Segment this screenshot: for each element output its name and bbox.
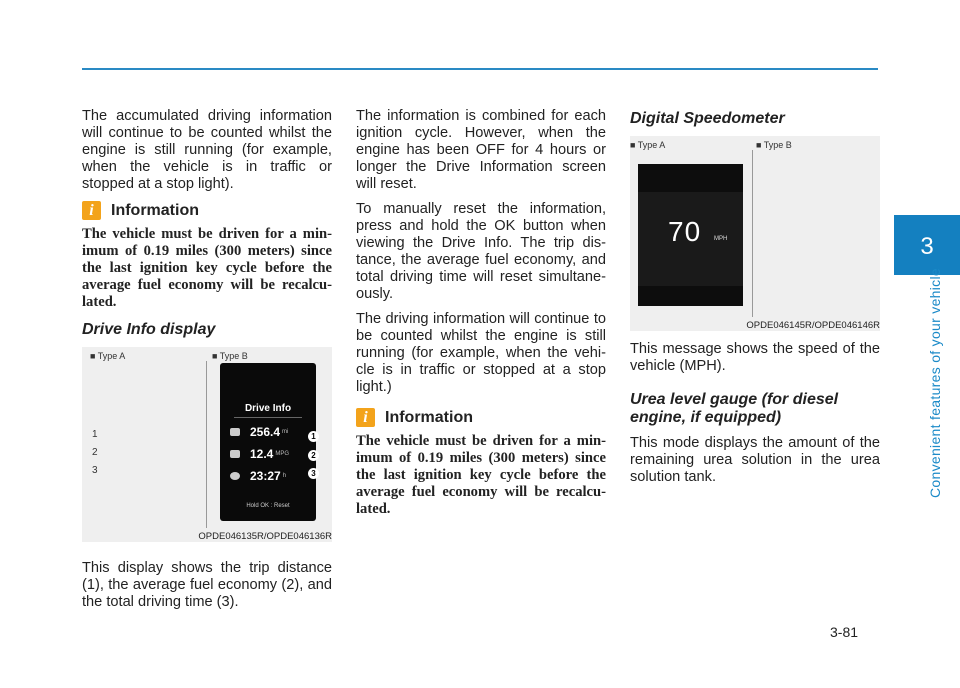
car-icon (230, 428, 240, 436)
fuel-pump-icon (230, 450, 240, 458)
unit: mi (282, 429, 289, 435)
reset-hint: Hold OK : Reset (246, 503, 290, 509)
info-header (356, 408, 606, 427)
callout-number: 1 (92, 429, 98, 440)
drive-info-figure (82, 347, 332, 542)
fuel-economy-value: 12.4 (250, 447, 274, 461)
driving-time-value: 23:27 (250, 469, 281, 483)
type-b-label: ■ Type B (756, 140, 792, 150)
drive-info-screen (220, 363, 316, 521)
screen-title: Drive Info (244, 403, 292, 414)
driving-time-row (230, 469, 306, 483)
info-title: Information (385, 408, 473, 426)
screen-rule (234, 417, 302, 418)
chapter-number: 3 (920, 233, 934, 260)
figure-caption: OPDE046145R/OPDE046146R (746, 320, 880, 331)
unit: MPG (275, 451, 290, 457)
paragraph: This display shows the trip distance (1), the average fuel economy (2), and the total driving time (3). (82, 560, 332, 610)
callout-badge: 3 (308, 468, 319, 479)
section-heading: Urea level gauge (for diesel engine, if equipped) (630, 391, 839, 426)
header-rule (82, 68, 878, 70)
column-3 (630, 108, 880, 494)
callout-number: 2 (92, 447, 98, 458)
callout-number: 3 (92, 465, 98, 476)
figure-caption: OPDE046135R/OPDE046136R (198, 531, 332, 542)
clock-icon (230, 472, 240, 480)
paragraph: The accumulated driving information will continue to be counted whilst the engine is still running (for example, when the vehicle is in traffic or stopped at a stop light). (82, 108, 332, 192)
section-heading: Digital Speedometer (630, 110, 785, 127)
figure-divider (206, 361, 207, 528)
paragraph: The information is combined for each ignition cycle. However, when the engine has been OFF for 4 hours or longer the Drive Information screen will reset. (356, 108, 606, 192)
trip-distance-row (230, 425, 306, 439)
column-1 (82, 108, 332, 619)
callout-badge: 2 (308, 450, 319, 461)
info-body: The vehicle must be driven for a min-imum of 0.19 miles (300 meters) since the last ignition key cycle before the average fuel economy will be recalcu-lated. (356, 433, 606, 517)
info-header (82, 201, 332, 220)
column-2 (356, 108, 606, 528)
callout-badge: 1 (308, 431, 319, 442)
page-number: 3-81 (830, 624, 859, 640)
info-icon: i (82, 201, 101, 220)
info-icon: i (356, 408, 375, 427)
figure-divider (752, 150, 753, 317)
paragraph: To manually reset the information, press and hold the OK button when viewing the Drive Info. The trip dis-tance, the average fuel economy, and total driving time will reset simultane-ously. (356, 201, 606, 302)
type-a-label: ■ Type A (90, 351, 126, 361)
chapter-title: Convenient features of your vehicle (927, 268, 943, 498)
unit: h (282, 473, 287, 479)
speedometer-screen (638, 164, 743, 306)
info-title: Information (111, 201, 199, 219)
type-b-label: ■ Type B (212, 351, 248, 361)
speed-value: 70 (668, 216, 702, 247)
info-body: The vehicle must be driven for a min-imum of 0.19 miles (300 meters) since the last ignition key cycle before the average fuel economy will be recalcu-lated. (82, 226, 332, 310)
trip-distance-value: 256.4 (250, 425, 281, 439)
type-a-label: ■ Type A (630, 140, 666, 150)
paragraph: This message shows the speed of the vehicle (MPH). (630, 341, 880, 374)
speed-unit: MPH (714, 236, 728, 242)
fuel-economy-row (230, 447, 306, 461)
paragraph: This mode displays the amount of the remaining urea solution in the urea solution tank. (630, 435, 880, 485)
section-heading: Drive Info display (82, 321, 216, 338)
paragraph: The driving information will continue to be counted whilst the engine is still running (for example, when the vehi-cle is in traffic or stopped at a stop light.) (356, 311, 606, 395)
chapter-tab[interactable] (894, 215, 960, 275)
speedometer-figure (630, 136, 880, 331)
